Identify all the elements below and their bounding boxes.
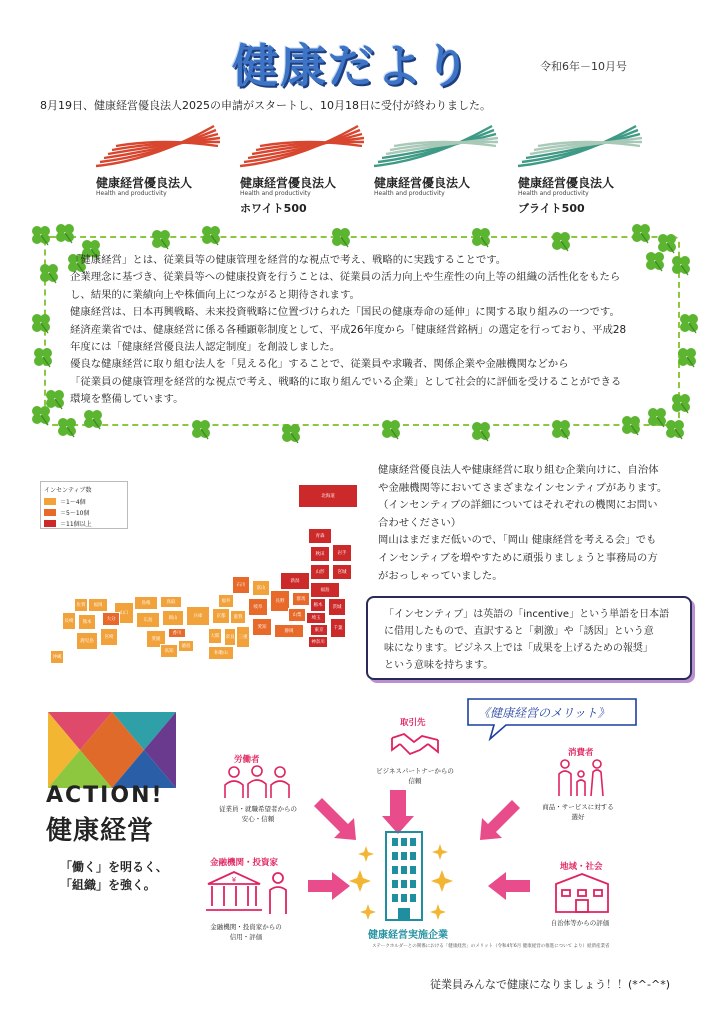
clover-icon — [44, 388, 66, 410]
legend-row — [44, 508, 124, 517]
prefecture-kumamoto: 熊本 — [78, 614, 96, 630]
workers-label: 労働者 — [234, 755, 260, 765]
bank-investor-icon — [204, 870, 294, 916]
benefit-line: 選好 — [571, 813, 585, 821]
consumers-label: 消費者 — [568, 748, 594, 758]
prefecture-akita: 秋田 — [310, 546, 330, 562]
legend-swatch — [44, 509, 56, 516]
prefecture-yamanashi: 山梨 — [288, 608, 306, 622]
benefit-line: 安心・信頼 — [241, 815, 275, 823]
logo-name: 健康経営優良法人 — [240, 176, 337, 190]
svg-text:¥: ¥ — [231, 876, 237, 884]
incentive-line: 合わせください） — [378, 516, 462, 529]
prefecture-toyama: 富山 — [252, 580, 270, 596]
family-icon — [556, 758, 606, 798]
issue-date: 令和6年－10月号 — [540, 60, 627, 73]
clover-icon — [550, 230, 572, 252]
legend-row — [44, 519, 124, 528]
clover-icon — [620, 414, 642, 436]
clover-icon — [30, 312, 52, 334]
action-kenko-keiei-logo-icon — [48, 712, 176, 788]
clover-icon — [330, 226, 352, 248]
partners-benefit — [360, 766, 470, 786]
clover-icon — [32, 346, 54, 368]
explanation-line: 「健康経営」とは、従業員等の健康管理を経営的な視点で考え、戦略的に実践することです。 — [70, 254, 507, 266]
prefecture-nagasaki: 長崎 — [62, 612, 76, 630]
logo-tier: ホワイト500 — [240, 202, 307, 215]
certification-logo-standard — [94, 122, 224, 214]
legend-row — [44, 497, 124, 506]
incentive-text — [378, 462, 688, 585]
arrow-icon — [488, 872, 530, 900]
explanation-line: 企業理念に基づき、従業員等への健康投資を行うことは、従業員の活力向上や生産性の向上等の組織の活性化をもたら — [70, 271, 621, 284]
prefecture-fukuoka: 福岡 — [88, 598, 108, 612]
company-label: 健康経営実施企業 — [368, 930, 448, 941]
prefecture-gunma: 群馬 — [292, 592, 310, 606]
prefecture-miyazaki: 宮崎 — [100, 628, 118, 646]
clover-icon — [678, 312, 700, 334]
prefecture-hiroshima: 広島 — [136, 612, 160, 628]
prefecture-ishikawa: 石川 — [232, 576, 250, 594]
action-kenko-keiei: 健康経営 — [46, 816, 155, 846]
benefit-line: 従業員・就職希望者からの — [219, 805, 297, 813]
certification-logo-white500 — [238, 122, 368, 214]
prefecture-shiga: 滋賀 — [230, 610, 246, 624]
prefecture-ibaraki: 茨城 — [328, 598, 346, 616]
prefecture-ehime: 愛媛 — [146, 630, 166, 648]
clover-icon — [30, 224, 52, 246]
incentive-line: や金融機関等においてさまざまなインセンティブがあります。 — [378, 481, 668, 494]
explanation-line: 「従業員の健康管理を経営的な視点で考え、戦略的に取り組んでいる企業」として社会的に評価を受けることができる — [70, 375, 622, 388]
benefit-line: 信頼 — [408, 777, 422, 785]
prefecture-tokushima: 徳島 — [178, 640, 194, 652]
prefecture-aichi: 愛知 — [252, 618, 272, 636]
clover-icon — [630, 222, 652, 244]
footer-message: 従業員みんなで健康になりましょう！！(*^-^*) — [430, 978, 670, 991]
legend-label: ＝11個以上 — [60, 521, 92, 528]
legend-swatch — [44, 498, 56, 505]
benefit-line: ビジネスパートナーからの — [376, 767, 454, 775]
slogan-line: 「組織」を強く。 — [60, 878, 156, 892]
prefecture-hokkaido: 北海道 — [298, 484, 358, 508]
action-word: ACTION! — [46, 783, 164, 808]
clover-icon — [550, 418, 572, 440]
clover-icon — [470, 226, 492, 248]
prefecture-nara: 奈良 — [224, 628, 236, 646]
prefecture-iwate: 岩手 — [332, 544, 352, 562]
prefecture-chiba: 千葉 — [330, 618, 346, 638]
community-benefit — [530, 918, 630, 928]
benefit-line: 自治体等からの評価 — [550, 919, 610, 927]
prefecture-kagawa: 香川 — [168, 628, 186, 638]
prefecture-shizuoka: 静岡 — [274, 624, 304, 638]
definition-line: に借用したもので、直訳すると「刺激」や「誘因」という意 — [384, 626, 654, 637]
clover-icon — [56, 416, 78, 438]
swoosh-logo-icon — [372, 122, 502, 170]
clover-icon — [380, 418, 402, 440]
explanation-line: 優良な健康経営に取り組む法人を「見える化」することで、従業員や求職者、関係企業や金融機関などから — [70, 358, 569, 371]
prefecture-miyagi: 宮城 — [332, 564, 352, 580]
logo-name: 健康経営優良法人 — [96, 176, 193, 190]
legend-swatch — [44, 520, 56, 527]
arrow-icon — [308, 872, 350, 900]
partners-label: 取引先 — [400, 718, 426, 728]
logo-tier: ブライト500 — [518, 202, 585, 215]
prefecture-saga: 佐賀 — [74, 598, 88, 612]
prefecture-oita: 大分 — [102, 612, 120, 626]
prefecture-wakayama: 和歌山 — [208, 646, 234, 660]
arrow-icon — [480, 800, 520, 840]
community-label: 地域・社会 — [560, 862, 603, 872]
logo-subtitle: Health and productivity — [374, 190, 445, 197]
prefecture-fukui: 福井 — [218, 594, 234, 608]
prefecture-tottori: 鳥取 — [160, 596, 182, 608]
incentive-line: がおっしゃっていました。 — [378, 569, 503, 582]
logo-subtitle: Health and productivity — [518, 190, 589, 197]
explanation-line: 年度には「健康経営優良法人認定制度」を創設しました。 — [70, 341, 341, 354]
kenko-keiei-explanation — [70, 252, 680, 409]
clover-icon — [280, 422, 302, 444]
town-hall-icon — [554, 872, 610, 914]
prefecture-osaka: 大阪 — [208, 628, 222, 644]
prefecture-nagano: 長野 — [270, 590, 290, 612]
merit-speech-bubble — [466, 697, 638, 727]
swoosh-logo-icon — [516, 122, 646, 170]
finance-benefit — [186, 922, 306, 942]
logo-subtitle: Health and productivity — [240, 190, 311, 197]
prefecture-saitama: 埼玉 — [306, 612, 326, 624]
explanation-line: し、結果的に業績向上や株価向上につながると期待されます。 — [70, 288, 360, 301]
definition-line: 「インセンティブ」は英語の「incentive」という単語を日本語 — [384, 609, 670, 620]
prefecture-hyogo: 兵庫 — [186, 606, 210, 626]
merit-title: 《健康経営のメリット》 — [478, 706, 610, 720]
map-legend — [40, 481, 128, 529]
legend-label: ＝1～4個 — [60, 499, 86, 506]
prefecture-yamaguchi: 山口 — [114, 602, 134, 624]
prefecture-yamagata: 山形 — [310, 564, 330, 580]
prefecture-okinawa: 沖縄 — [50, 650, 64, 664]
handshake-icon — [390, 728, 440, 760]
explanation-line: 健康経営は、日本再興戦略、未来投資戦略に位置づけられた「国民の健康寿命の延伸」に関する取り組みの一つです。 — [70, 306, 620, 319]
prefecture-shimane: 島根 — [134, 596, 158, 610]
clover-icon — [470, 420, 492, 442]
definition-line: 味になります。ビジネス上では「成果を上げるための報奨」 — [384, 643, 653, 654]
prefecture-tochigi: 栃木 — [310, 598, 326, 612]
clover-icon — [150, 228, 172, 250]
prefecture-kyoto: 京都 — [212, 608, 230, 624]
prefecture-gifu: 岐阜 — [248, 598, 268, 616]
certification-logo-bright500 — [516, 122, 646, 214]
company-building-icon — [346, 828, 462, 924]
benefit-line: 信用・評価 — [229, 933, 263, 941]
benefit-line: 商品・サービスに対する — [542, 803, 614, 811]
prefecture-mie: 三重 — [236, 626, 250, 648]
incentive-definition-box — [366, 596, 692, 680]
prefecture-kagoshima: 鹿児島 — [76, 632, 98, 650]
legend-title: インセンティブ数 — [44, 487, 92, 494]
workers-icon — [222, 765, 292, 799]
certification-logo-standard-green — [372, 122, 502, 214]
explanation-line: 経済産業省では、健康経営に係る各種顕彰制度として、平成26年度から「健康経営銘柄」の選定を行っており、平成28 — [70, 323, 627, 336]
prefecture-aomori: 青森 — [308, 528, 332, 544]
logo-subtitle: Health and productivity — [96, 190, 167, 197]
slogan — [60, 858, 168, 894]
prefecture-tokyo: 東京 — [310, 624, 328, 636]
logo-name: 健康経営優良法人 — [374, 176, 471, 190]
logo-name: 健康経営優良法人 — [518, 176, 615, 190]
prefecture-niigata: 新潟 — [280, 572, 310, 590]
swoosh-logo-icon — [94, 122, 224, 170]
prefecture-kochi: 高知 — [160, 644, 178, 658]
source-citation: ステークホルダーとの関係における「健康経営」のメリット（令和4年6月 健康経営の推進について より）経済産業省 — [372, 944, 610, 949]
benefit-line: 金融機関・投資家からの — [210, 923, 282, 931]
finance-label: 金融機関・投資家 — [210, 858, 279, 868]
explanation-line: 環境を整備しています。 — [70, 393, 184, 406]
clover-icon — [54, 222, 76, 244]
incentive-line: （インセンティブの詳細についてはそれぞれの機関にお問い — [378, 499, 658, 512]
prefecture-okayama: 岡山 — [162, 610, 184, 626]
incentive-line: 岡山はまだまだ低いので、「岡山 健康経営を考える会」でも — [378, 534, 657, 547]
newsletter-title: 健康だより — [232, 39, 472, 93]
intro-text: 8月19日、健康経営優良法人2025の申請がスタートし、10月18日に受付が終わりました。 — [40, 99, 491, 112]
clover-icon — [38, 262, 60, 284]
legend-label: ＝5～10個 — [60, 510, 90, 517]
prefecture-kanagawa: 神奈川 — [308, 636, 328, 648]
definition-line: という意味を持ちます。 — [384, 660, 494, 671]
swoosh-logo-icon — [238, 122, 368, 170]
slogan-line: 「働く」を明るく、 — [60, 860, 168, 874]
incentive-line: 健康経営優良法人や健康経営に取り組む企業向けに、自治体 — [378, 464, 659, 476]
clover-icon — [200, 224, 222, 246]
clover-icon — [190, 418, 212, 440]
clover-icon — [82, 408, 104, 430]
prefecture-fukushima: 福島 — [310, 582, 340, 598]
incentive-line: インセンティブを増やすために頑張りましょうと事務局の方 — [378, 551, 658, 564]
clover-icon — [664, 418, 686, 440]
explanation-frame — [30, 222, 694, 440]
